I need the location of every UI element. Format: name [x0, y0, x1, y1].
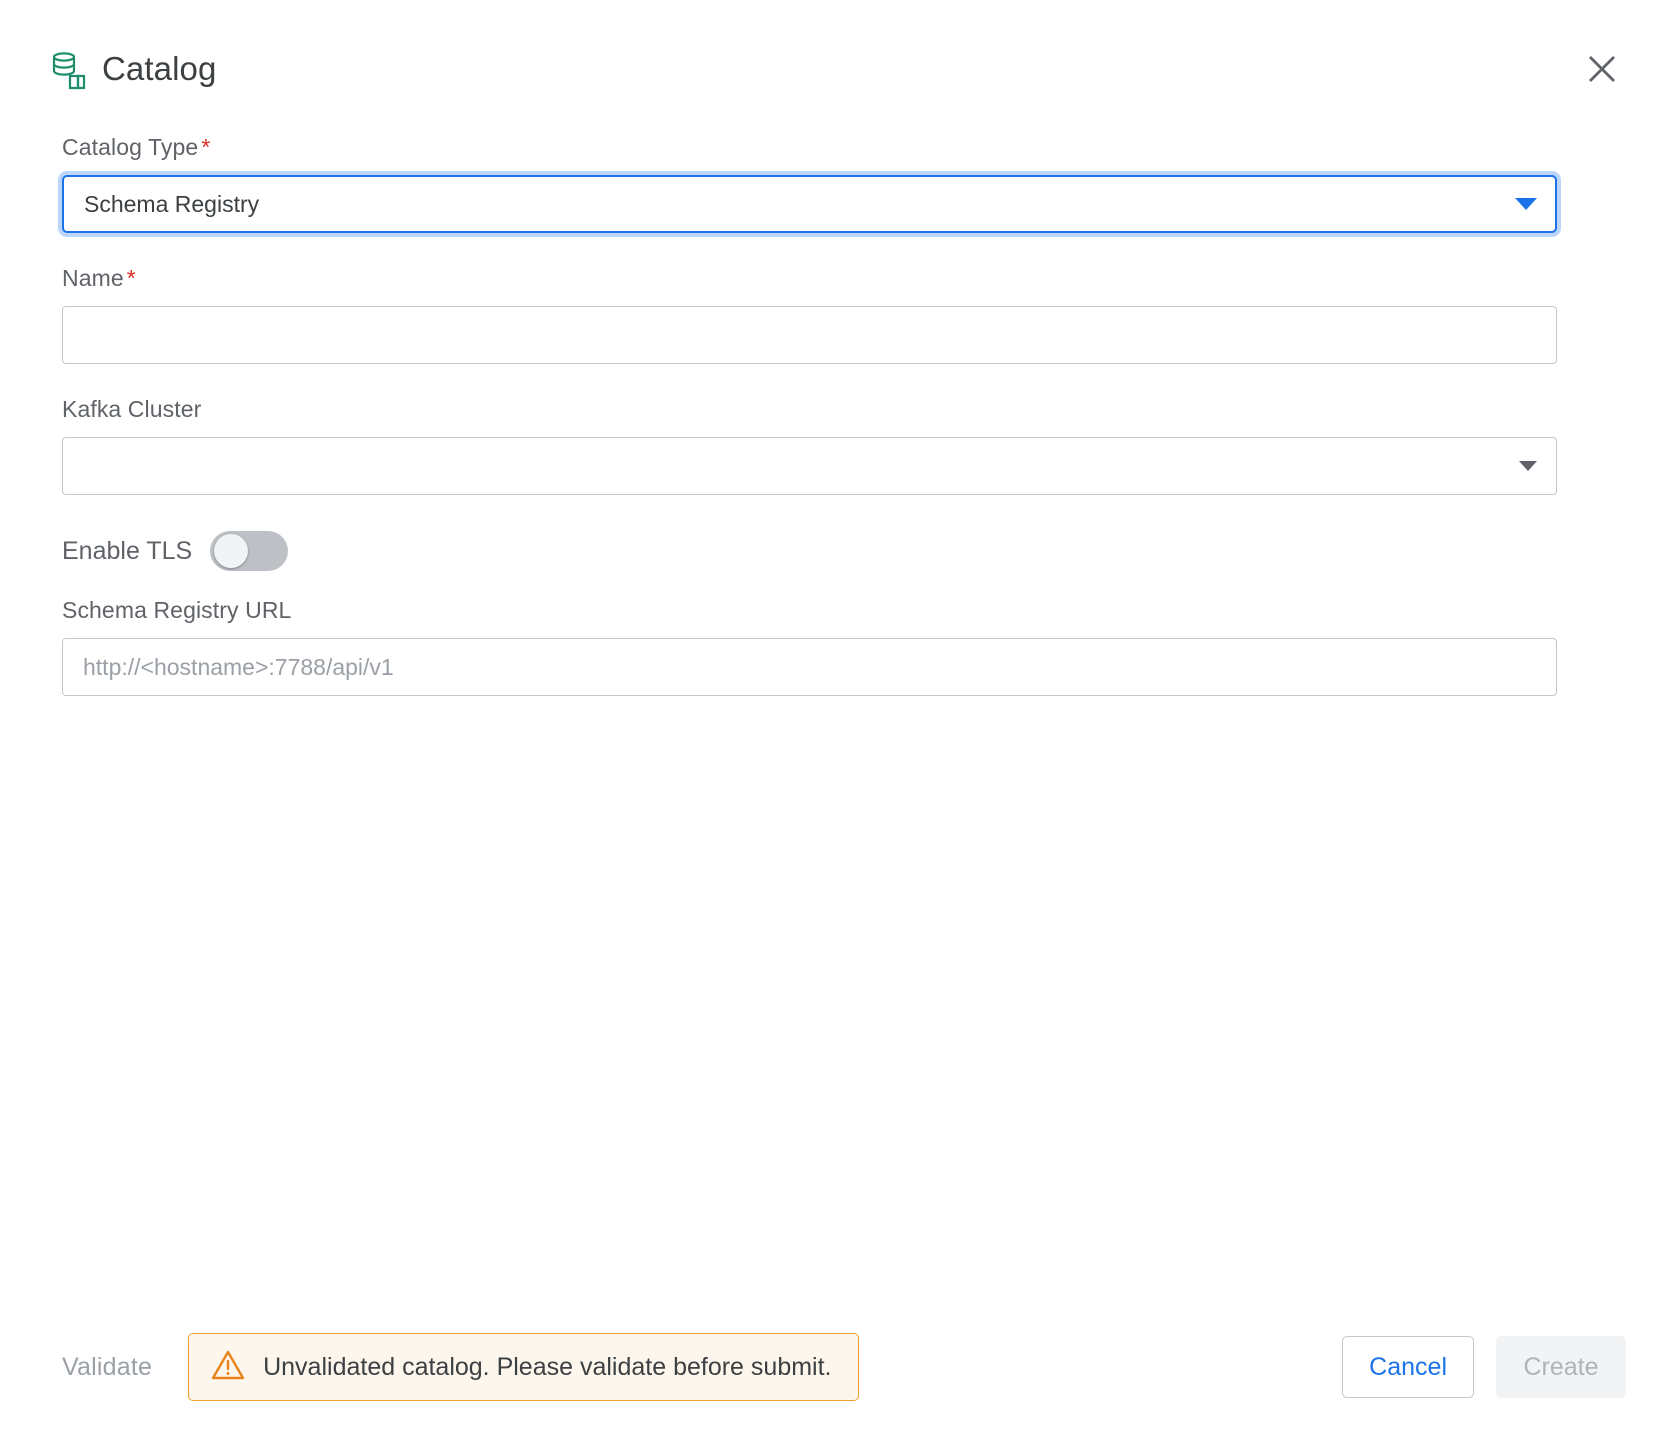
field-enable-tls — [62, 531, 1618, 571]
dialog-title: Catalog — [102, 50, 217, 87]
enable-tls-label: Enable TLS — [62, 536, 193, 565]
required-marker: * — [126, 265, 136, 291]
warning-text: Unvalidated catalog. Please validate before submit. — [263, 1352, 832, 1381]
kafka-cluster-select-wrap — [62, 437, 1557, 495]
enable-tls-toggle[interactable] — [210, 531, 288, 571]
catalog-type-select-wrap — [62, 175, 1557, 233]
catalog-type-value: Schema Registry — [84, 190, 260, 217]
dialog-title-wrap — [48, 48, 1578, 90]
field-schema-registry-url — [62, 597, 1618, 696]
close-icon[interactable] — [1578, 45, 1626, 93]
schema-registry-url-input[interactable] — [62, 638, 1557, 696]
schema-registry-url-label: Schema Registry URL — [62, 597, 292, 623]
toggle-knob — [214, 534, 248, 568]
kafka-cluster-select[interactable] — [62, 437, 1557, 495]
catalog-type-select[interactable] — [62, 175, 1557, 233]
warning-triangle-icon — [211, 1348, 245, 1387]
create-button: Create — [1496, 1336, 1626, 1398]
catalog-type-label — [62, 134, 1618, 161]
kafka-cluster-label: Kafka Cluster — [62, 396, 202, 422]
name-input[interactable] — [62, 306, 1557, 364]
required-marker: * — [201, 134, 211, 160]
database-catalog-icon — [48, 48, 90, 90]
name-label — [62, 265, 1618, 292]
field-name — [62, 265, 1618, 364]
dialog-body — [0, 104, 1666, 1302]
validation-warning-banner — [188, 1333, 858, 1401]
field-catalog-type — [62, 134, 1618, 233]
dialog-footer — [0, 1302, 1666, 1432]
dialog-header — [0, 0, 1666, 104]
cancel-button[interactable]: Cancel — [1342, 1336, 1474, 1398]
catalog-type-label-text: Catalog Type — [62, 134, 199, 160]
field-kafka-cluster — [62, 396, 1618, 495]
name-label-text: Name — [62, 265, 124, 291]
validate-button[interactable]: Validate — [62, 1352, 153, 1381]
